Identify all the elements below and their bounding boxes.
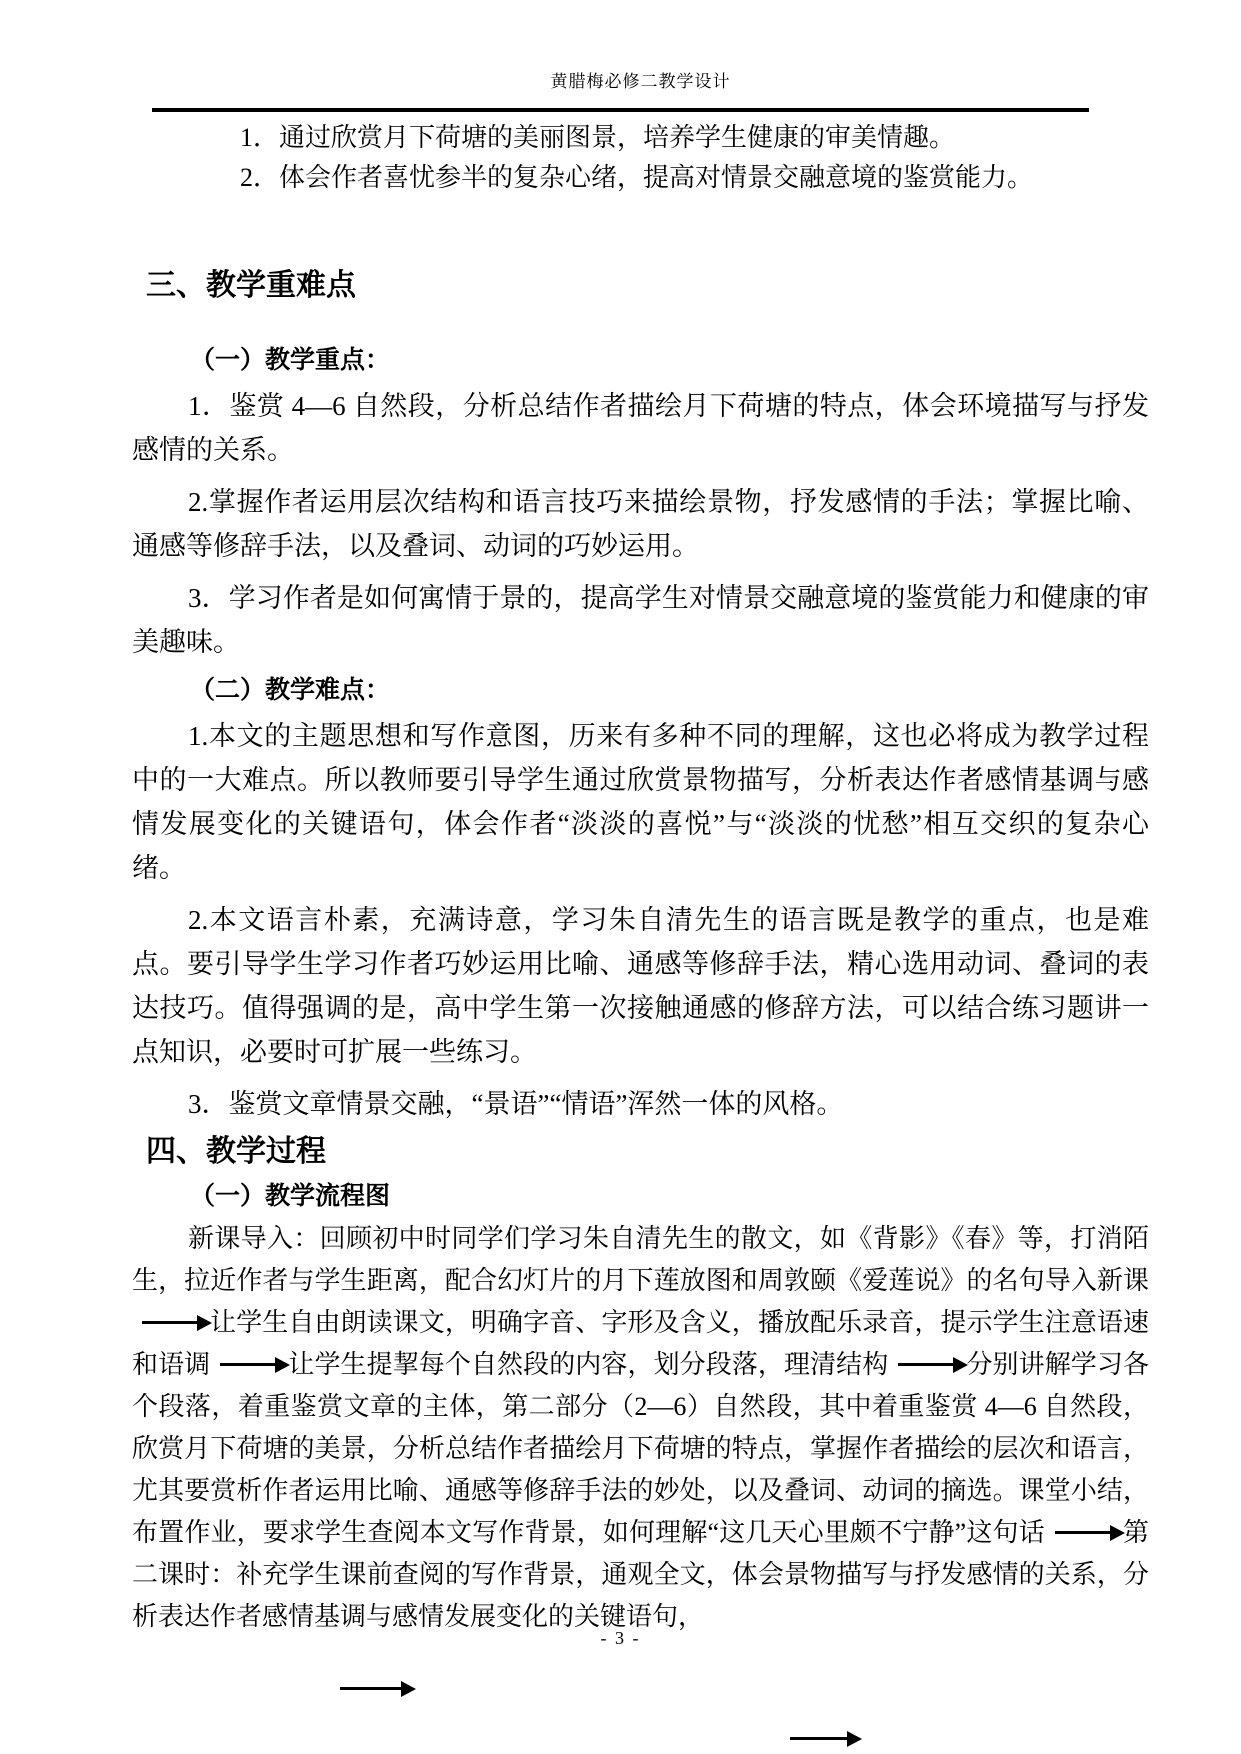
paragraph: 2.掌握作者运用层次结构和语言技巧来描绘景物，抒发感情的手法；掌握比喻、通感等修辞手法，以及叠词、动词的巧妙运用。 bbox=[132, 487, 1149, 561]
paragraph: 3．学习作者是如何寓情于景的，提高学生对情景交融意境的鉴赏能力和健康的审美趣味。 bbox=[132, 583, 1149, 657]
goal-item: 2．体会作者喜忧参半的复杂心绪，提高对情景交融意境的鉴赏能力。 bbox=[240, 163, 1034, 192]
flow-text-segment: 让学生自由朗读课文，明确字音、字形及含义，播放配乐录音，提示学生注意语速和语调 bbox=[132, 1308, 1149, 1379]
flow-text-segment: 让学生提挈每个自然段的内容，划分段落，理清结构 bbox=[288, 1350, 889, 1379]
flow-text-segment: 新课导入：回顾初中时同学们学习朱自清先生的散文，如《背影》《春》等，打消陌生，拉近作者与学生距离，配合幻灯片的月下莲放图和周敦颐《爱莲说》的名句导入新课 bbox=[132, 1224, 1149, 1295]
paragraph: 2.本文语言朴素，充满诗意，学习朱自清先生的语言既是教学的重点，也是难点。要引导学生学习作者巧妙运用比喻、通感等修辞手法，精心选用动词、叠词的表达技巧。值得强调的是，高中学生第一次接触通感的修辞方法，可以结合练习题讲一点知识，必要时可扩展一些练习。 bbox=[132, 905, 1149, 1067]
goal-list bbox=[132, 118, 1149, 198]
header-rule bbox=[152, 108, 1089, 112]
flow-text-segment: 第二课时：补充学生课前查阅的写作背景，通观全文，体会景物描写与抒发感情的关系，分析表达作者感情基调与感情发展变化的关键语句， bbox=[132, 1518, 1149, 1631]
flow-text-segment: 分别讲解学习各个段落，着重鉴赏文章的主体，第二部分（2—6）自然段，其中着重鉴赏 4—6 自然段，欣赏月下荷塘的美景，分析总结作者描绘月下荷塘的特点，掌握作者描绘的层次和语言，尤其要赏析作者运用比喻、通感等修辞手法的妙处，以及叠词、动词的摘选。课堂小结，布置作业，要求学生查阅本文写作背景，如何理解“这几天心里颇不宁静”这句话 bbox=[132, 1350, 1149, 1547]
subheading-key-points: （一）教学重点： bbox=[190, 347, 391, 374]
paragraph: 1．鉴赏 4—6 自然段，分析总结作者描绘月下荷塘的特点，体会环境描写与抒发感情的关系。 bbox=[132, 391, 1149, 465]
subheading-difficulties: （二）教学难点： bbox=[190, 677, 391, 704]
right-arrow-icon bbox=[220, 1363, 276, 1366]
subheading-flow-chart: （一）教学流程图 bbox=[190, 1183, 391, 1210]
right-arrow-icon bbox=[142, 1321, 198, 1324]
section-heading-key-difficulties: 三、教学重难点 bbox=[146, 269, 356, 302]
paragraph: 3．鉴赏文章情景交融，“景语”“情语”浑然一体的风格。 bbox=[188, 1089, 844, 1119]
flow-paragraph bbox=[132, 1218, 1149, 1638]
right-arrow-icon bbox=[790, 1737, 848, 1740]
right-arrow-icon bbox=[898, 1363, 954, 1366]
page-number: - 3 - bbox=[600, 1628, 641, 1648]
section-heading-teaching-process: 四、教学过程 bbox=[146, 1135, 326, 1168]
goal-item: 1．通过欣赏月下荷塘的美丽图景，培养学生健康的审美情趣。 bbox=[240, 123, 956, 152]
right-arrow-icon bbox=[340, 1687, 402, 1690]
page-header bbox=[132, 72, 1149, 112]
right-arrow-icon bbox=[1055, 1531, 1111, 1534]
page-header-title: 黄腊梅必修二教学设计 bbox=[550, 72, 731, 91]
paragraph: 1.本文的主题思想和写作意图，历来有多种不同的理解，这也必将成为教学过程中的一大难点。所以教师要引导学生通过欣赏景物描写，分析表达作者感情基调与感情发展变化的关键语句，体会作者“淡淡的喜悦”与“淡淡的忧愁”相互交织的复杂心绪。 bbox=[132, 721, 1149, 883]
